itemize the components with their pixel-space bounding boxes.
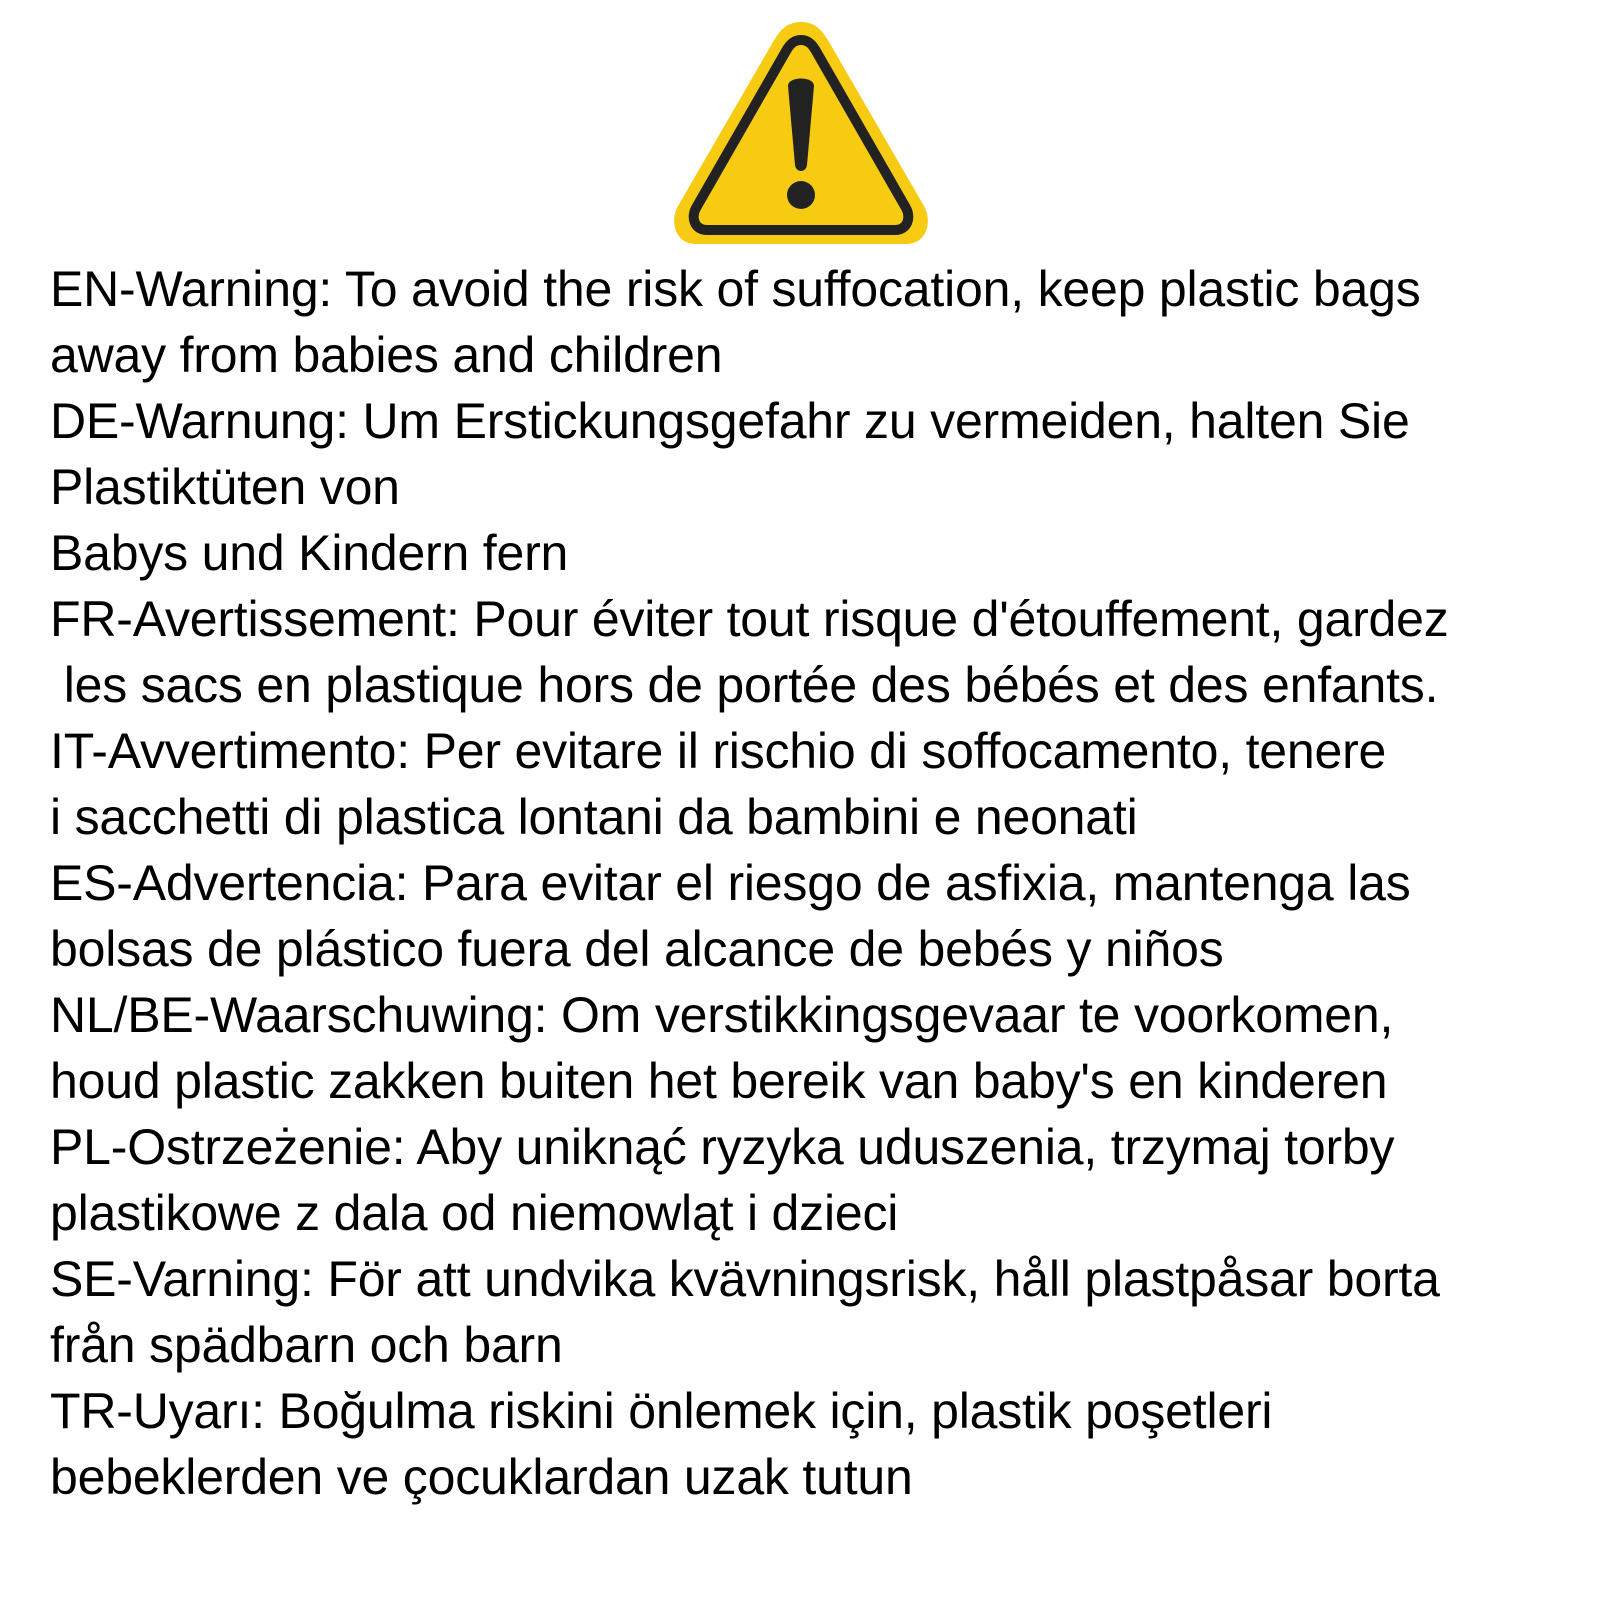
warning-line-en-1: EN-Warning: To avoid the risk of suffocation, keep plastic bags [50,261,1421,317]
warning-triangle-icon [666,10,936,254]
warning-line-fr-2: les sacs en plastique hors de portée des bébés et des enfants. [50,657,1439,713]
warning-line-se-1: SE-Varning: För att undvika kvävningsrisk, håll plastpåsar borta [50,1251,1440,1307]
warning-line-se-2: från spädbarn och barn [50,1317,563,1373]
warning-line-tr-1: TR-Uyarı: Boğulma riskini önlemek için, plastik poşetleri [50,1383,1273,1439]
warning-line-pl-1: PL-Ostrzeżenie: Aby uniknąć ryzyka uduszenia, trzymaj torby [50,1119,1395,1175]
warning-line-es-1: ES-Advertencia: Para evitar el riesgo de asfixia, mantenga las [50,855,1411,911]
warning-line-it-2: i sacchetti di plastica lontani da bambini e neonati [50,789,1138,845]
warning-line-de-3: Babys und Kindern fern [50,525,569,581]
warning-line-fr-1: FR-Avertissement: Pour éviter tout risque d'étouffement, gardez [50,591,1449,647]
warning-line-it-1: IT-Avvertimento: Per evitare il rischio di soffocamento, tenere [50,723,1387,779]
warning-line-en-2: away from babies and children [50,327,723,383]
warning-line-pl-2: plastikowe z dala od niemowląt i dzieci [50,1185,899,1241]
warning-line-nl-1: NL/BE-Waarschuwing: Om verstikkingsgevaar te voorkomen, [50,987,1394,1043]
warning-line-de-1: DE-Warnung: Um Erstickungsgefahr zu vermeiden, halten Sie [50,393,1410,449]
warning-line-es-2: bolsas de plástico fuera del alcance de bebés y niños [50,921,1224,977]
multilingual-warning-text [50,256,1600,1510]
warning-line-nl-2: houd plastic zakken buiten het bereik van baby's en kinderen [50,1053,1388,1109]
warning-line-de-2: Plastiktüten von [50,459,400,515]
warning-line-tr-2: bebeklerden ve çocuklardan uzak tutun [50,1449,913,1505]
